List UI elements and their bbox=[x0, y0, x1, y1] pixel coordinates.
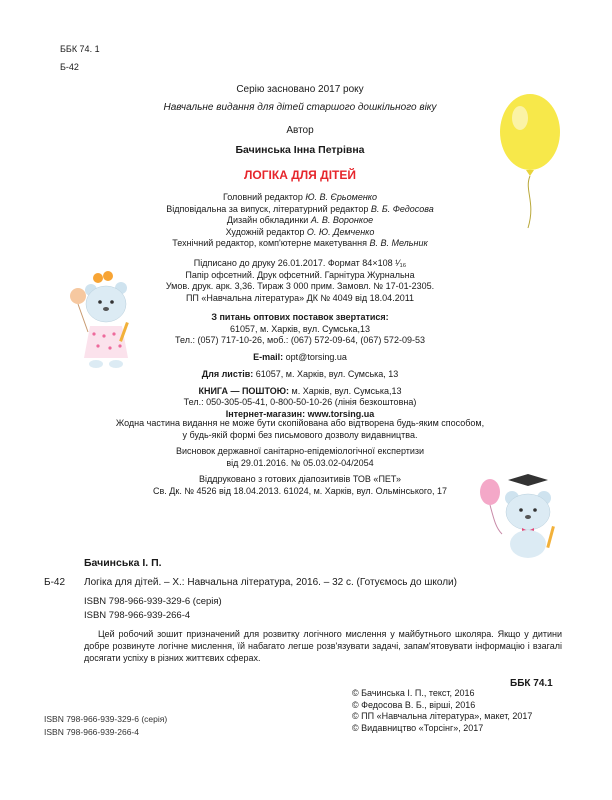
staff-name: А. В. Воронкое bbox=[310, 215, 374, 225]
letters-label: Для листів: bbox=[201, 369, 254, 379]
staff-line bbox=[150, 215, 450, 227]
catalog-isbn-book: ISBN 798-966-939-266-4 bbox=[84, 610, 191, 621]
bear-graduate-illustration bbox=[472, 470, 572, 562]
print-line: Умов. друк. арк. 3,36. Тираж 3 000 прим. Замовл. № 17-01-2305. bbox=[165, 281, 435, 291]
rights-line: Жодна частина видання не може бути скопійована або відтворена будь-яким способом, bbox=[115, 418, 485, 428]
author-mark: Б-42 bbox=[60, 62, 79, 72]
staff-role: Головний редактор bbox=[222, 192, 303, 202]
letters-value: 61057, м. Харків, вул. Сумська, 13 bbox=[255, 369, 399, 379]
series-note: Серію засновано 2017 року bbox=[236, 84, 364, 95]
mail-label: КНИГА — ПОШТОЮ: bbox=[198, 385, 290, 396]
staff-name: В. В. Мельник bbox=[369, 238, 428, 248]
wholesale-address: 61057, м. Харків, вул. Сумська,13 bbox=[229, 323, 370, 334]
letters-line bbox=[150, 369, 450, 381]
staff-line bbox=[150, 238, 450, 250]
catalog-description: Логіка для дітей. – Х.: Навчальна література, 2016. – 32 с. (Готуємось до школи) bbox=[84, 577, 457, 588]
yellow-balloon-illustration bbox=[490, 90, 570, 230]
catalog-code: Б-42 bbox=[44, 577, 66, 588]
print-line: Підписано до друку 26.01.2017. Формат 84×108 ¹⁄₁₆ bbox=[193, 258, 407, 268]
mail-phones: Тел.: 050-305-05-41, 0-800-50-10-26 (лінія безкоштовна) bbox=[183, 397, 417, 407]
email-value: opt@torsing.ua bbox=[285, 351, 347, 362]
staff-line bbox=[150, 227, 450, 239]
wholesale-heading: З питань оптових поставок звертатися: bbox=[211, 312, 389, 322]
copyright-line: © Федосова В. Б., вірші, 2016 bbox=[352, 699, 476, 710]
printed-line: Св. Дк. № 4526 від 18.04.2013. 61024, м. Харків, вул. Ольмінського, 17 bbox=[153, 485, 447, 496]
staff-name: В. Б. Федосова bbox=[370, 203, 434, 214]
print-details bbox=[150, 258, 450, 304]
mail-line bbox=[150, 386, 450, 398]
rights-block bbox=[90, 418, 510, 497]
footer-isbn-book: ISBN 798-966-939-266-4 bbox=[44, 727, 139, 737]
book-title: ЛОГІКА ДЛЯ ДІТЕЙ bbox=[244, 168, 356, 182]
copyright-line: © Видавництво «Торсінг», 2017 bbox=[352, 722, 484, 733]
staff-role: Дизайн обкладинки bbox=[226, 215, 309, 225]
contacts-block bbox=[150, 312, 450, 420]
print-line: ПП «Навчальна література» ДК № 4049 від 18.04.2011 bbox=[185, 292, 415, 303]
sanitary-line: від 29.01.2016. № 05.03.02-04/2054 bbox=[226, 457, 374, 468]
bbk-code: ББК 74. 1 bbox=[60, 44, 100, 54]
staff-role: Технічний редактор, комп'ютерне макетування bbox=[172, 238, 367, 248]
staff-name: Ю. В. Єрьоменко bbox=[305, 192, 378, 202]
catalog-bbk: ББК 74.1 bbox=[510, 678, 553, 689]
catalog-abstract: Цей робочий зошит призначений для розвитку логічного мислення у майбутнього школяра. Якщо у дитини добре розвинуте логічне мислення, їй набагато легше розв'язувати задачі, запам'ятовувати інформацію і взагалі досягати успіху в різних життєвих сферах. bbox=[84, 629, 562, 663]
catalog-author: Бачинська І. П. bbox=[84, 557, 162, 569]
print-line: Папір офсетний. Друк офсетний. Гарнітура Журнальна bbox=[185, 269, 415, 280]
author-name: Бачинська Інна Петрівна bbox=[235, 144, 365, 156]
copyright-line: © Бачинська І. П., текст, 2016 bbox=[352, 688, 475, 698]
staff-line bbox=[150, 192, 450, 204]
copyright-line: © ПП «Навчальна література», макет, 2017 bbox=[352, 711, 533, 721]
staff-line bbox=[150, 204, 450, 216]
wholesale-phones: Тел.: (057) 717-10-26, моб.: (067) 572-09-64, (067) 572-09-53 bbox=[175, 335, 425, 345]
rights-line: у будь-якій формі без письмового дозволу видавництва. bbox=[182, 429, 418, 440]
printed-line: Віддруковано з готових діапозитивів ТОВ «ПЕТ» bbox=[198, 474, 402, 484]
email-line bbox=[150, 352, 450, 364]
email-label: E-mail: bbox=[253, 351, 284, 362]
footer-isbn-series: ISBN 798-966-939-329-6 (серія) bbox=[44, 714, 168, 724]
sanitary-line: Висновок державної санітарно-епідеміологічної експертизи bbox=[175, 446, 425, 456]
staff-role: Відповідальна за випуск, літературний редактор bbox=[166, 203, 369, 214]
author-label: Автор bbox=[286, 125, 314, 136]
audience-note: Навчальне видання для дітей старшого дошкільного віку bbox=[163, 102, 437, 113]
shop-value: www.torsing.ua bbox=[307, 408, 375, 419]
staff-list bbox=[150, 192, 450, 250]
staff-role: Художній редактор bbox=[225, 226, 305, 237]
staff-name: О. Ю. Демченко bbox=[306, 226, 375, 237]
catalog-isbn-series: ISBN 798-966-939-329-6 (серія) bbox=[84, 596, 222, 607]
bear-girl-illustration bbox=[66, 262, 146, 372]
mail-value: м. Харків, вул. Сумська,13 bbox=[291, 385, 402, 396]
copyright-block bbox=[352, 688, 532, 734]
shop-label: Інтернет-магазин: bbox=[225, 408, 306, 419]
